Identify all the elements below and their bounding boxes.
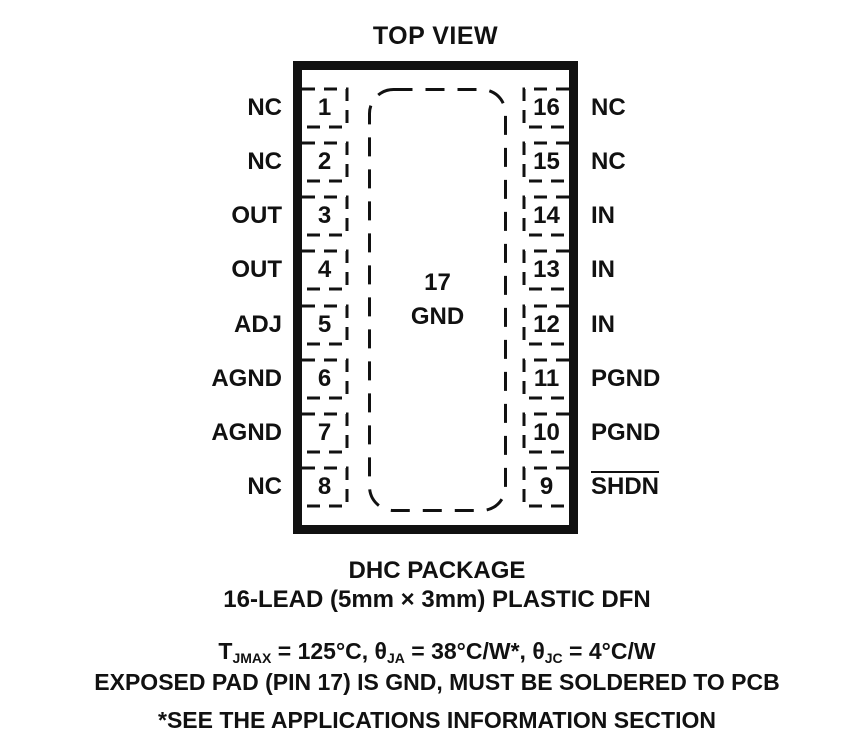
pin-label-pgnd-10: PGND <box>591 419 661 446</box>
exposed-pad-label: GND <box>410 303 465 330</box>
pin-label-in-12: IN <box>591 311 615 338</box>
pin-number-4: 4 <box>317 256 332 283</box>
pin-label-shdn-9 <box>591 472 831 502</box>
pin-number-1: 1 <box>317 94 332 121</box>
pin-label-adj-5: ADJ <box>233 311 282 338</box>
pin-number-10: 10 <box>533 419 560 446</box>
thermal-sub-ja: JA <box>386 650 405 666</box>
thermal-t: T <box>218 638 233 664</box>
thermal-sub-jmax: JMAX <box>232 650 272 666</box>
pin-label-shdn-text: SHDN <box>591 473 660 500</box>
exposed-pad-number: 17 <box>424 269 451 296</box>
pin-label-nc-8: NC <box>247 473 282 500</box>
pin-number-12: 12 <box>533 311 560 338</box>
thermal-note <box>17 636 857 666</box>
pin-number-11: 11 <box>533 365 560 392</box>
pin-label-nc-1: NC <box>247 94 282 121</box>
pin-number-7: 7 <box>317 419 332 446</box>
pin-number-15: 15 <box>533 148 560 175</box>
thermal-value-jc: = 4°C/W <box>562 638 656 664</box>
thermal-theta-ja: = 125°C, θ <box>271 638 387 664</box>
pin-label-in-13: IN <box>591 256 615 283</box>
pin-number-9: 9 <box>539 473 554 500</box>
pin-label-nc-2: NC <box>247 148 282 175</box>
pin-number-2: 2 <box>317 148 332 175</box>
pin-label-agnd-7: AGND <box>211 419 282 446</box>
pin-label-nc-16: NC <box>591 94 626 121</box>
package-description: 16-LEAD (5mm × 3mm) PLASTIC DFN <box>223 586 651 613</box>
pin-number-8: 8 <box>317 473 332 500</box>
pin-number-13: 13 <box>533 256 560 283</box>
pin-label-out-3: OUT <box>231 202 282 229</box>
pin-label-pgnd-11: PGND <box>591 365 661 392</box>
pin-number-6: 6 <box>317 365 332 392</box>
pin-label-out-4: OUT <box>231 256 282 283</box>
pin-number-16: 16 <box>533 94 560 121</box>
top-view-title: TOP VIEW <box>372 22 499 50</box>
exposed-pad <box>368 266 507 334</box>
pin-number-3: 3 <box>317 202 332 229</box>
pin-number-14: 14 <box>533 202 560 229</box>
applications-footnote: *SEE THE APPLICATIONS INFORMATION SECTION <box>158 707 716 733</box>
thermal-theta-jc: = 38°C/W*, θ <box>404 638 545 664</box>
thermal-sub-jc: JC <box>544 650 563 666</box>
pin-label-agnd-6: AGND <box>211 365 282 392</box>
pin-label-nc-15: NC <box>591 148 626 175</box>
pin-number-5: 5 <box>317 311 332 338</box>
exposed-pad-note: EXPOSED PAD (PIN 17) IS GND, MUST BE SOLDERED TO PCB <box>94 669 780 695</box>
pin-label-in-14: IN <box>591 202 615 229</box>
package-name: DHC PACKAGE <box>348 557 526 584</box>
